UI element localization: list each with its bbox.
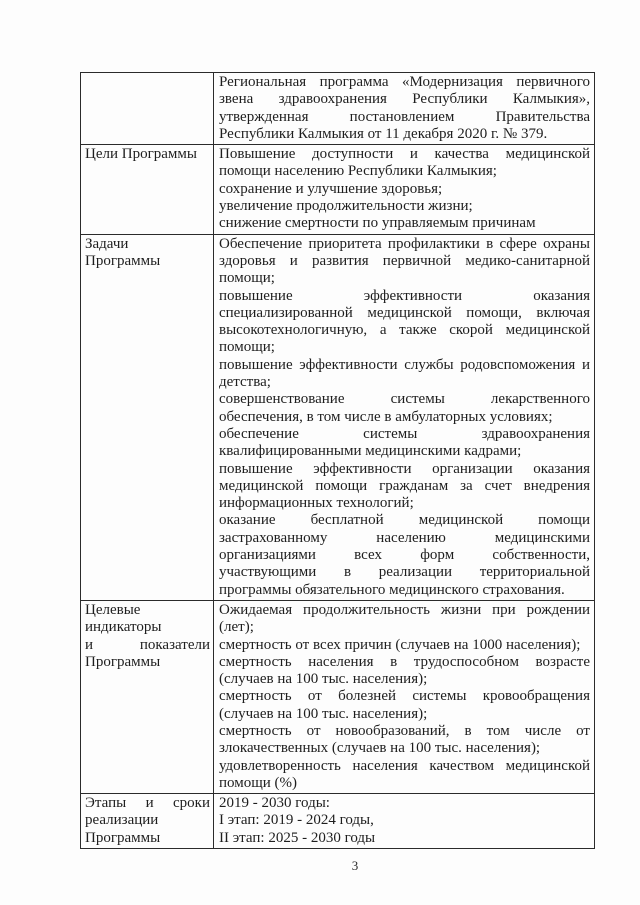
text-line: II этап: 2025 - 2030 годы — [219, 829, 376, 846]
text-line: обеспечение системы здравоохранения — [219, 425, 590, 442]
text-line: увеличение продолжительности жизни; — [219, 198, 473, 215]
basis-row — [81, 73, 595, 145]
text-line: Ожидаемая продолжительность жизни при рождении — [219, 601, 590, 618]
text-line: высокотехнологичную, а также скорой медицинской — [219, 322, 590, 339]
indicator-item — [219, 602, 590, 637]
indicator-item — [219, 637, 590, 654]
indicator-item — [219, 758, 590, 793]
row-label: Задачи — [85, 235, 129, 252]
task-item — [219, 357, 590, 392]
goal-item — [219, 198, 590, 215]
task-item — [219, 288, 590, 357]
text-line: организациями всех форм собственности, — [219, 547, 590, 564]
text-line: медицинской помощи гражданам за счет внедрения — [219, 477, 590, 494]
row-label: и показатели — [85, 636, 210, 653]
text-line: утвержденная постановлением Правительства — [219, 108, 590, 125]
basis-item — [219, 74, 590, 143]
program-passport-table — [80, 72, 595, 849]
goal-item — [219, 181, 590, 198]
row-label: Программы — [85, 252, 161, 269]
text-line: специализированной медицинской помощи, включая — [219, 304, 590, 321]
text-line: Повышение доступности и качества медицинской — [219, 146, 590, 163]
stages-row — [81, 794, 595, 849]
task-item — [219, 512, 590, 598]
text-line: помощи; — [219, 270, 275, 287]
text-line: смертность от болезней системы кровообращения — [219, 688, 590, 705]
row-label: реализации — [85, 812, 159, 829]
task-item — [219, 461, 590, 513]
goal-item — [219, 215, 590, 232]
text-line: застрахованному населению медицинскими — [219, 529, 590, 546]
empty-label-cell — [81, 73, 214, 145]
text-line: удовлетворенность населения качеством медицинской — [219, 757, 590, 774]
text-line: звена здравоохранения Республики Калмыкия», — [219, 91, 590, 108]
basis-content-cell — [214, 73, 595, 145]
indicator-item — [219, 654, 590, 689]
text-line: повышение эффективности оказания — [219, 287, 590, 304]
goals-content-cell — [214, 145, 595, 234]
indicator-item — [219, 688, 590, 723]
page-number: 3 — [351, 858, 359, 873]
row-label: Программы — [85, 829, 161, 846]
task-item — [219, 236, 590, 288]
text-line: смертность населения в трудоспособном возрасте — [219, 653, 590, 670]
text-line: участвующими в реализации территориальной — [219, 564, 590, 581]
text-line: (случаев на 100 тыс. населения); — [219, 671, 428, 688]
row-label: Цели Программы — [85, 146, 197, 163]
row-label: Программы — [85, 653, 161, 670]
row-label: Целевые — [85, 601, 141, 618]
text-line: программы обязательного медицинского страхования. — [219, 581, 565, 598]
tasks-row — [81, 234, 595, 600]
indicators-row — [81, 600, 595, 793]
text-line: повышение эффективности службы родовспоможения и — [219, 356, 590, 373]
text-line: (лет); — [219, 619, 254, 636]
task-item — [219, 391, 590, 426]
goal-item — [219, 146, 590, 181]
text-line: Региональная программа «Модернизация первичного — [219, 74, 590, 90]
text-line: Обеспечение приоритета профилактики в сфере охраны — [219, 235, 590, 252]
indicators-content-cell — [214, 600, 595, 793]
text-line: помощи населению Республики Калмыкия; — [219, 163, 497, 180]
text-line: злокачественных (случаев на 100 тыс. населения); — [219, 740, 541, 757]
text-line: квалифицированными медицинскими кадрами; — [219, 443, 522, 460]
stages-label-cell — [81, 794, 214, 849]
text-line: информационных технологий; — [219, 495, 414, 512]
text-line: здоровья и развития первичной медико-санитарной — [219, 252, 590, 269]
task-item — [219, 426, 590, 461]
text-line: I этап: 2019 - 2024 годы, — [219, 812, 374, 829]
stage-item — [219, 795, 590, 812]
stage-item — [219, 830, 590, 847]
goals-label-cell — [81, 145, 214, 234]
row-label: индикаторы — [85, 619, 162, 636]
text-line: оказание бесплатной медицинской помощи — [219, 512, 590, 529]
text-line: помощи (%) — [219, 774, 298, 791]
text-line: снижение смертности по управляемым причинам — [219, 215, 536, 232]
indicators-label-cell — [81, 600, 214, 793]
text-line: Республики Калмыкия от 11 декабря 2020 г. № 379. — [219, 125, 548, 142]
text-line: совершенствование системы лекарственного — [219, 391, 590, 408]
goals-row — [81, 145, 595, 234]
indicator-item — [219, 723, 590, 758]
text-line: (случаев на 100 тыс. населения); — [219, 705, 428, 722]
text-line: сохранение и улучшение здоровья; — [219, 180, 443, 197]
tasks-label-cell — [81, 234, 214, 600]
text-line: помощи; — [219, 339, 275, 356]
text-line: 2019 - 2030 годы: — [219, 795, 330, 812]
text-line: смертность от всех причин (случаев на 1000 населения); — [219, 636, 581, 653]
row-label: Этапы и сроки — [85, 795, 210, 812]
text-line: смертность от новообразований, в том числе от — [219, 722, 590, 739]
text-line: детства; — [219, 374, 271, 391]
text-line: обеспечения, в том числе в амбулаторных условиях; — [219, 408, 553, 425]
tasks-content-cell — [214, 234, 595, 600]
stage-item — [219, 812, 590, 829]
stages-content-cell — [214, 794, 595, 849]
text-line: повышение эффективности организации оказания — [219, 460, 590, 477]
